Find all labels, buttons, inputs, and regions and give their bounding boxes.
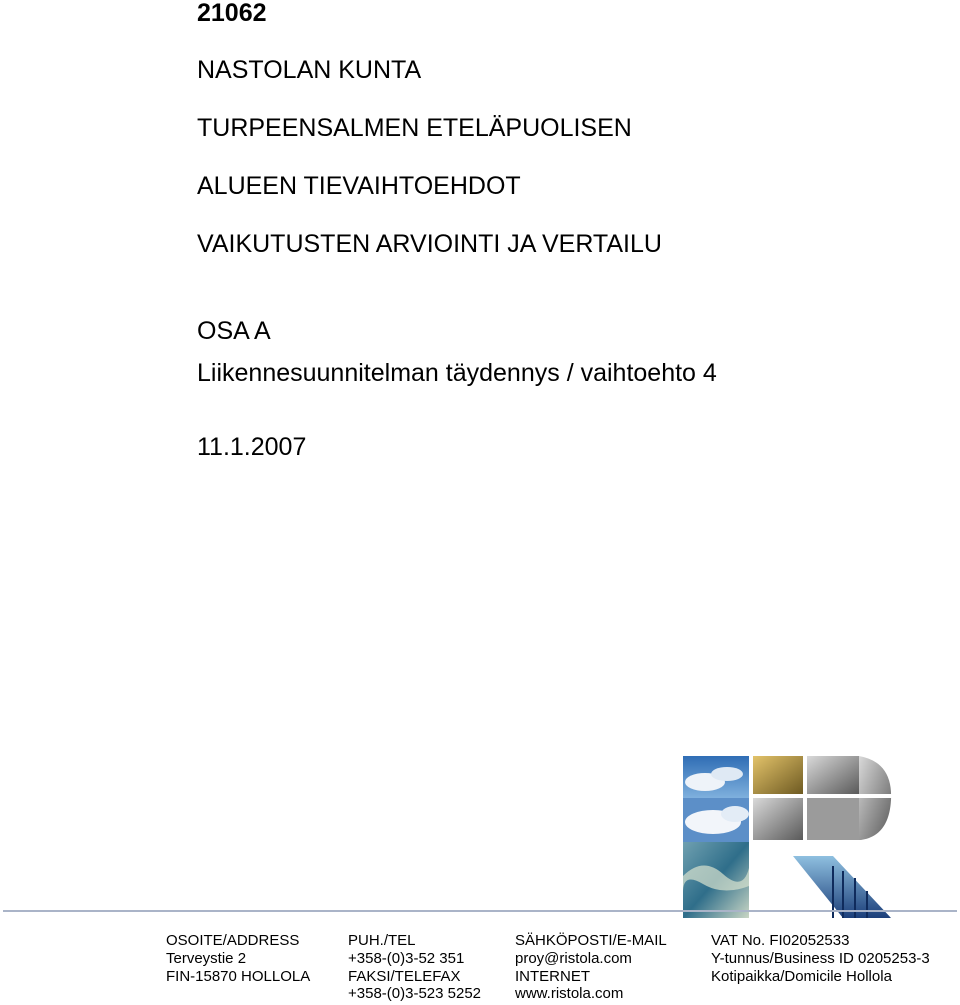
title-line-2: ALUEEN TIEVAIHTOEHDOT (197, 172, 521, 200)
fax-label: FAKSI/TELEFAX (348, 967, 461, 985)
client-name: NASTOLAN KUNTA (197, 56, 422, 84)
part-subtitle: Liikennesuunnitelman täydennys / vaihtoehto 4 (197, 359, 717, 387)
business-id: Y-tunnus/Business ID 0205253-3 (711, 949, 930, 967)
phone-number: +358-(0)3-52 351 (348, 949, 465, 967)
footer-vat (711, 932, 930, 985)
footer-address (166, 932, 310, 985)
part-label: OSA A (197, 317, 271, 345)
footer-email (515, 932, 667, 1003)
document-date: 11.1.2007 (197, 433, 307, 461)
address-label: OSOITE/ADDRESS (166, 932, 300, 949)
title-line-1: TURPEENSALMEN ETELÄPUOLISEN (197, 114, 632, 142)
address-city: FIN-15870 HOLLOLA (166, 967, 311, 985)
fax-number: +358-(0)3-523 5252 (348, 985, 482, 1003)
vat-number: VAT No. FI02052533 (711, 932, 850, 949)
phone-label: PUH./TEL (348, 932, 416, 949)
address-street: Terveystie 2 (166, 949, 247, 967)
internet-label: INTERNET (515, 967, 590, 985)
document-number: 21062 (197, 0, 267, 27)
footer-divider (3, 910, 957, 912)
domicile: Kotipaikka/Domicile Hollola (711, 967, 892, 985)
footer-phone (348, 932, 481, 1003)
title-line-3: VAIKUTUSTEN ARVIOINTI JA VERTAILU (197, 230, 662, 258)
website-url: www.ristola.com (515, 985, 624, 1003)
email-label: SÄHKÖPOSTI/E-MAIL (515, 932, 667, 949)
email-address: proy@ristola.com (515, 949, 632, 967)
ristola-r-logo (683, 756, 893, 918)
